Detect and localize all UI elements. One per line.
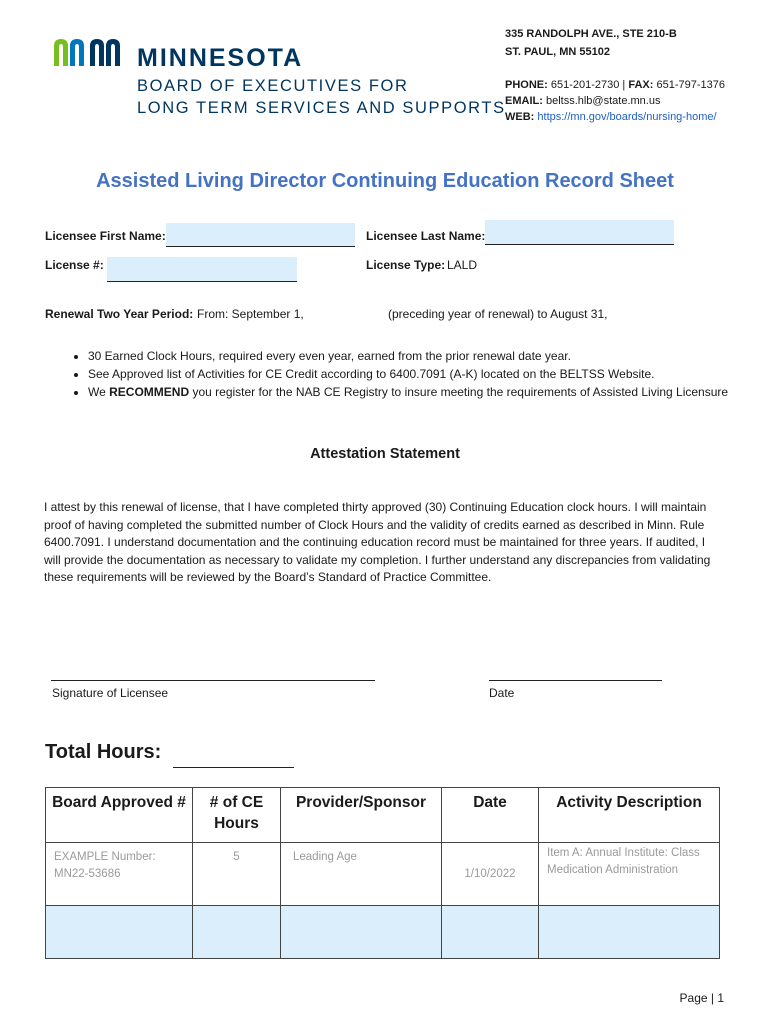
table-row [46,906,720,959]
example-provider: Leading Age [281,843,442,906]
col-date: Date [442,788,539,843]
table-header-row [46,788,720,843]
board-name-line1: BOARD OF EXECUTIVES FOR [137,77,409,95]
logo-state-name: MINNESOTA [137,44,304,72]
last-name-label: Licensee Last Name: [366,229,486,243]
entry-board-number-field[interactable] [46,906,193,959]
col-board-approved: Board Approved # [46,788,193,843]
list-item: • 30 Earned Clock Hours, required every even year, earned from the prior renewal date year. [88,347,738,365]
web-line: WEB: https://mn.gov/boards/nursing-home/ [505,111,717,123]
list-item: • We RECOMMEND you register for the NAB CE Registry to insure meeting the requirements of Assisted Living Licensure [88,383,738,401]
signature-label: Signature of Licensee [52,686,169,700]
total-hours-label: Total Hours: [45,741,162,763]
attestation-text: I attest by this renewal of license, that I have completed thirty approved (30) Continuing Education clock hours. I will maintain proof of having completed the submitted number of Clock Hours and the validity of credits earned as described in Minn. Rule 6400.7091. I understand documentation and the continuing education record must be maintained for three years. If audited, I will provide the documentation as necessary to validate my completion. I further understand any discrepancies from validating these requirements will be reviewed by the Board’s Standard of Practice Committee. [44,500,711,585]
entry-date-field[interactable] [442,906,539,959]
first-name-label: Licensee First Name: [45,229,166,243]
table-row [46,843,720,906]
license-type-value: LALD [447,258,478,272]
requirements-list [66,347,738,401]
last-name-field[interactable] [485,220,674,245]
list-item: • See Approved list of Activities for CE Credit according to 6400.7091 (A-K) located on the BELTSS Website. [88,365,738,383]
board-name-line2: LONG TERM SERVICES AND SUPPORTS [137,99,506,117]
license-type-label: License Type: [366,258,446,272]
first-name-field[interactable] [166,223,355,247]
renewal-from-text: From: September 1, [197,307,304,321]
example-ce-hours: 5 [193,843,281,906]
col-ce-hours: # of CE Hours [193,788,281,843]
ce-record-table [45,787,720,959]
signature-line[interactable] [51,680,375,681]
mn-logo-icon [52,36,124,68]
renewal-to-text: (preceding year of renewal) to August 31, [388,307,608,321]
entry-ce-hours-field[interactable] [193,906,281,959]
date-line[interactable] [489,680,662,681]
entry-provider-field[interactable] [281,906,442,959]
example-board-number: EXAMPLE Number: MN22-53686 [46,843,193,906]
col-provider: Provider/Sponsor [281,788,442,843]
web-link[interactable]: https://mn.gov/boards/nursing-home/ [537,111,717,123]
email-line: EMAIL: beltss.hlb@state.mn.us [505,95,661,107]
col-activity: Activity Description [539,788,720,843]
example-activity: Item A: Annual Institute: Class Medication Administration [539,843,720,906]
total-hours-field[interactable] [173,766,294,768]
example-date: 1/10/2022 [442,843,539,906]
attestation-heading: Attestation Statement [310,446,460,462]
entry-activity-field[interactable] [539,906,720,959]
license-number-field[interactable] [107,257,297,282]
phone-fax-line: PHONE: 651-201-2730 | FAX: 651-797-1376 [505,79,725,91]
renewal-period-label: Renewal Two Year Period: [45,307,194,321]
address-line1: 335 RANDOLPH AVE., STE 210-B [505,28,677,40]
page-number: Page | 1 [679,991,724,1005]
document-title: Assisted Living Director Continuing Education Record Sheet [96,170,674,192]
address-line2: ST. PAUL, MN 55102 [505,46,610,58]
license-number-label: License #: [45,258,104,272]
date-label: Date [489,686,515,700]
